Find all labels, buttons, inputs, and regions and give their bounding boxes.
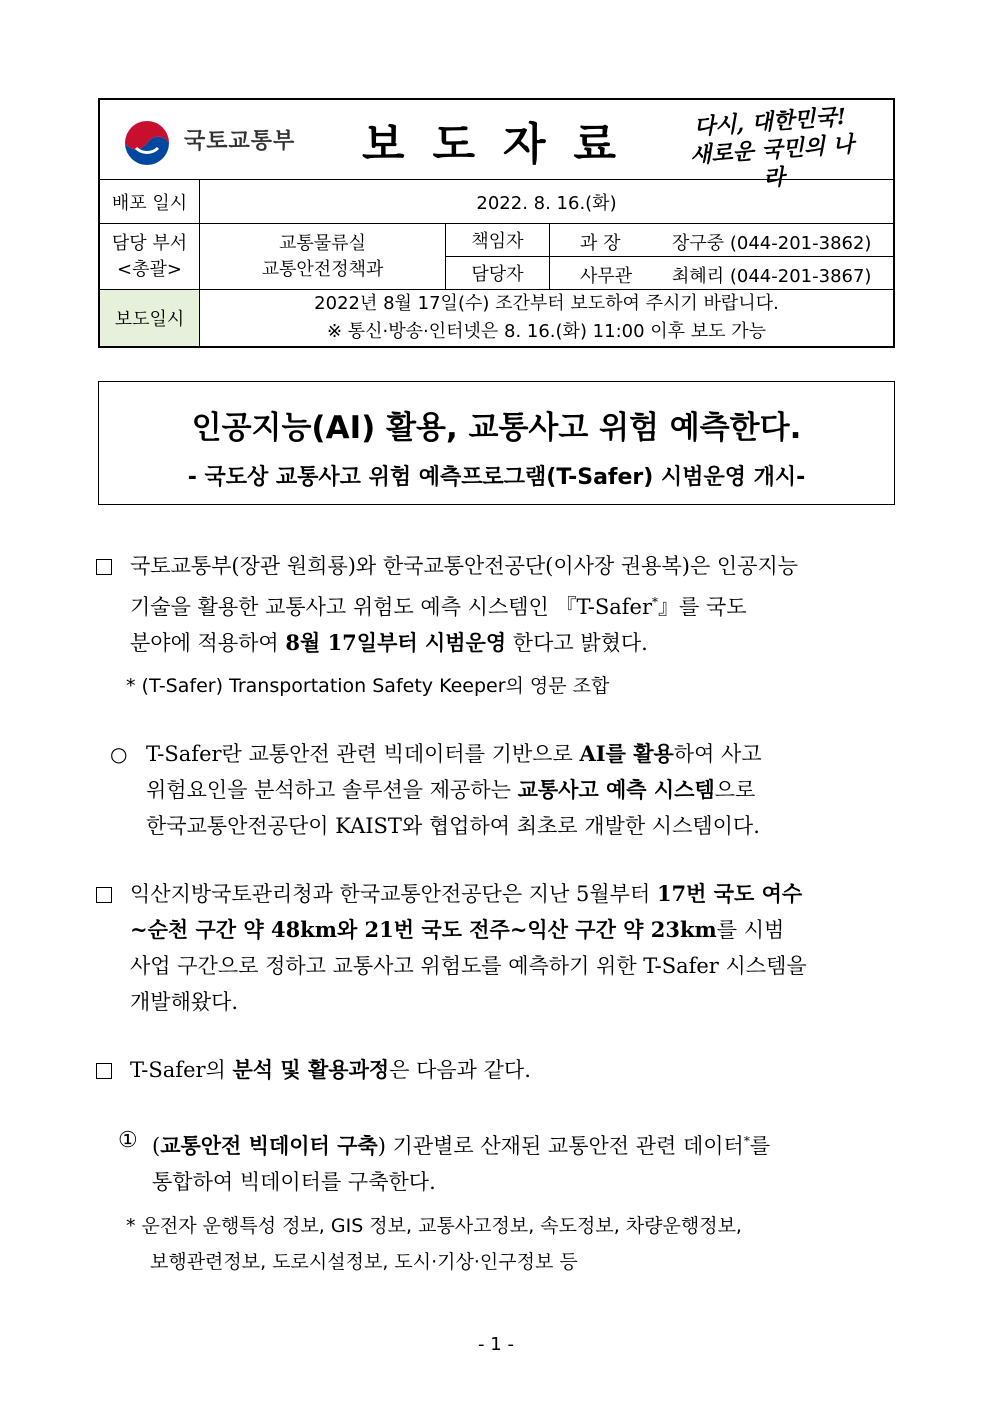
paragraph-1-line-3: 분야에 적용하여 8월 17일부터 시범운영 한다고 밝혔다. [130, 630, 648, 655]
subheadline: - 국도상 교통사고 위험 예측프로그램(T-Safer) 시범운영 개시- [187, 465, 806, 490]
footnote-1: * (T-Safer) Transportation Safety Keeper의 영문 조합 [126, 675, 610, 697]
paragraph-5 [152, 1123, 896, 1200]
ministry-logo-text: 국토교통부 [184, 129, 296, 154]
embargo-row [100, 290, 893, 346]
person-1-contact: 장구중 (044-201-3862) [672, 233, 872, 254]
department-row [100, 224, 893, 290]
paragraph-2-line-3: 한국교통안전공단이 KAIST와 협업하여 최초로 개발한 시스템이다. [146, 814, 760, 838]
slogan-line-2: 새로운 국민의 나라 [689, 131, 855, 192]
person-2-contact: 최혜리 (044-201-3867) [672, 266, 872, 287]
paragraph-5-line-1: (교통안전 빅데이터 구축) 기관별로 산재된 교통안전 관련 데이터*를 [152, 1133, 771, 1158]
footnote-2 [126, 1208, 896, 1280]
role-responsible: 책임자 [446, 224, 550, 257]
paragraph-3-line-2: ~순천 구간 약 48km와 21번 국도 전주~익산 구간 약 23km를 시범 [130, 917, 785, 942]
role-contact: 담당자 [446, 257, 550, 289]
embargo-label: 보도일시 [100, 290, 200, 346]
paragraph-3-line-4: 개발해왔다. [130, 990, 239, 1014]
embargo-text [200, 290, 893, 346]
paragraph-2 [146, 736, 896, 844]
page-number: - 1 - [478, 1334, 514, 1355]
department-label-sub: <총괄> [117, 258, 182, 280]
department-label-main: 담당 부서 [111, 232, 188, 254]
embargo-line-2: ※ 통신·방송·인터넷은 8. 16.(화) 11:00 이후 보도 가능 [326, 321, 767, 342]
slogan-line-1: 다시, 대한민국! [693, 103, 848, 141]
document-type-title: 보도자료 [362, 119, 645, 170]
ministry-emblem-icon [122, 118, 172, 168]
paragraph-3-line-1: 익산지방국토관리청과 한국교통안전공단은 지난 5월부터 17번 국도 여수 [130, 881, 803, 906]
headline-box [98, 381, 895, 505]
person-1-title: 과 장 [580, 233, 621, 254]
circle-bullet-icon: ○ [110, 742, 128, 766]
paragraph-1 [130, 548, 896, 661]
header-title-row [100, 100, 893, 192]
square-bullet-icon [96, 559, 112, 575]
paragraph-4: T-Safer의 분석 및 활용과정은 다음과 같다. [130, 1057, 531, 1082]
paragraph-5-line-2: 통합하여 빅데이터를 구축한다. [152, 1170, 436, 1194]
department-name-1: 교통물류실 [279, 232, 366, 254]
release-date-row [100, 180, 893, 224]
headline: 인공지능(AI) 활용, 교통사고 위험 예측한다. [191, 410, 802, 446]
paragraph-3 [130, 876, 896, 1020]
embargo-line-1: 2022년 8월 17일(수) 조간부터 보도하여 주시기 바랍니다. [314, 293, 779, 314]
paragraph-2-line-2: 위험요인을 분석하고 솔루션을 제공하는 교통사고 예측 시스템으로 [146, 777, 756, 802]
person-2-title: 사무관 [580, 266, 633, 287]
footnote-2-line-1: * 운전자 운행특성 정보, GIS 정보, 교통사고정보, 속도정보, 차량운행정보, [126, 1215, 742, 1237]
square-bullet-icon [96, 1063, 112, 1079]
circled-number-1-icon: ① [118, 1128, 138, 1153]
press-release-header [98, 98, 895, 348]
department-name-2: 교통안전정책과 [261, 258, 384, 280]
paragraph-1-line-2: 기술을 활용한 교통사고 위험도 예측 시스템인 『T-Safer*』를 국도 [130, 595, 747, 619]
square-bullet-icon [96, 887, 112, 903]
paragraph-1-line-1: 국토교통부(장관 원희룡)와 한국교통안전공단(이사장 권용복)은 인공지능 [130, 554, 799, 578]
release-date-value: 2022. 8. 16.(화) [476, 192, 617, 214]
paragraph-2-line-1: T-Safer란 교통안전 관련 빅데이터를 기반으로 AI를 활용하여 사고 [146, 741, 762, 766]
department-name [200, 224, 446, 289]
person-2-row [550, 257, 893, 289]
person-1-row [550, 224, 893, 257]
release-date-label: 배포 일시 [100, 180, 200, 223]
department-label [100, 224, 200, 289]
footnote-2-line-2: 보행관련정보, 도로시설정보, 도시·기상·인구정보 등 [150, 1251, 578, 1273]
paragraph-3-line-3: 사업 구간으로 정하고 교통사고 위험도를 예측하기 위한 T-Safer 시스템을 [130, 954, 807, 978]
